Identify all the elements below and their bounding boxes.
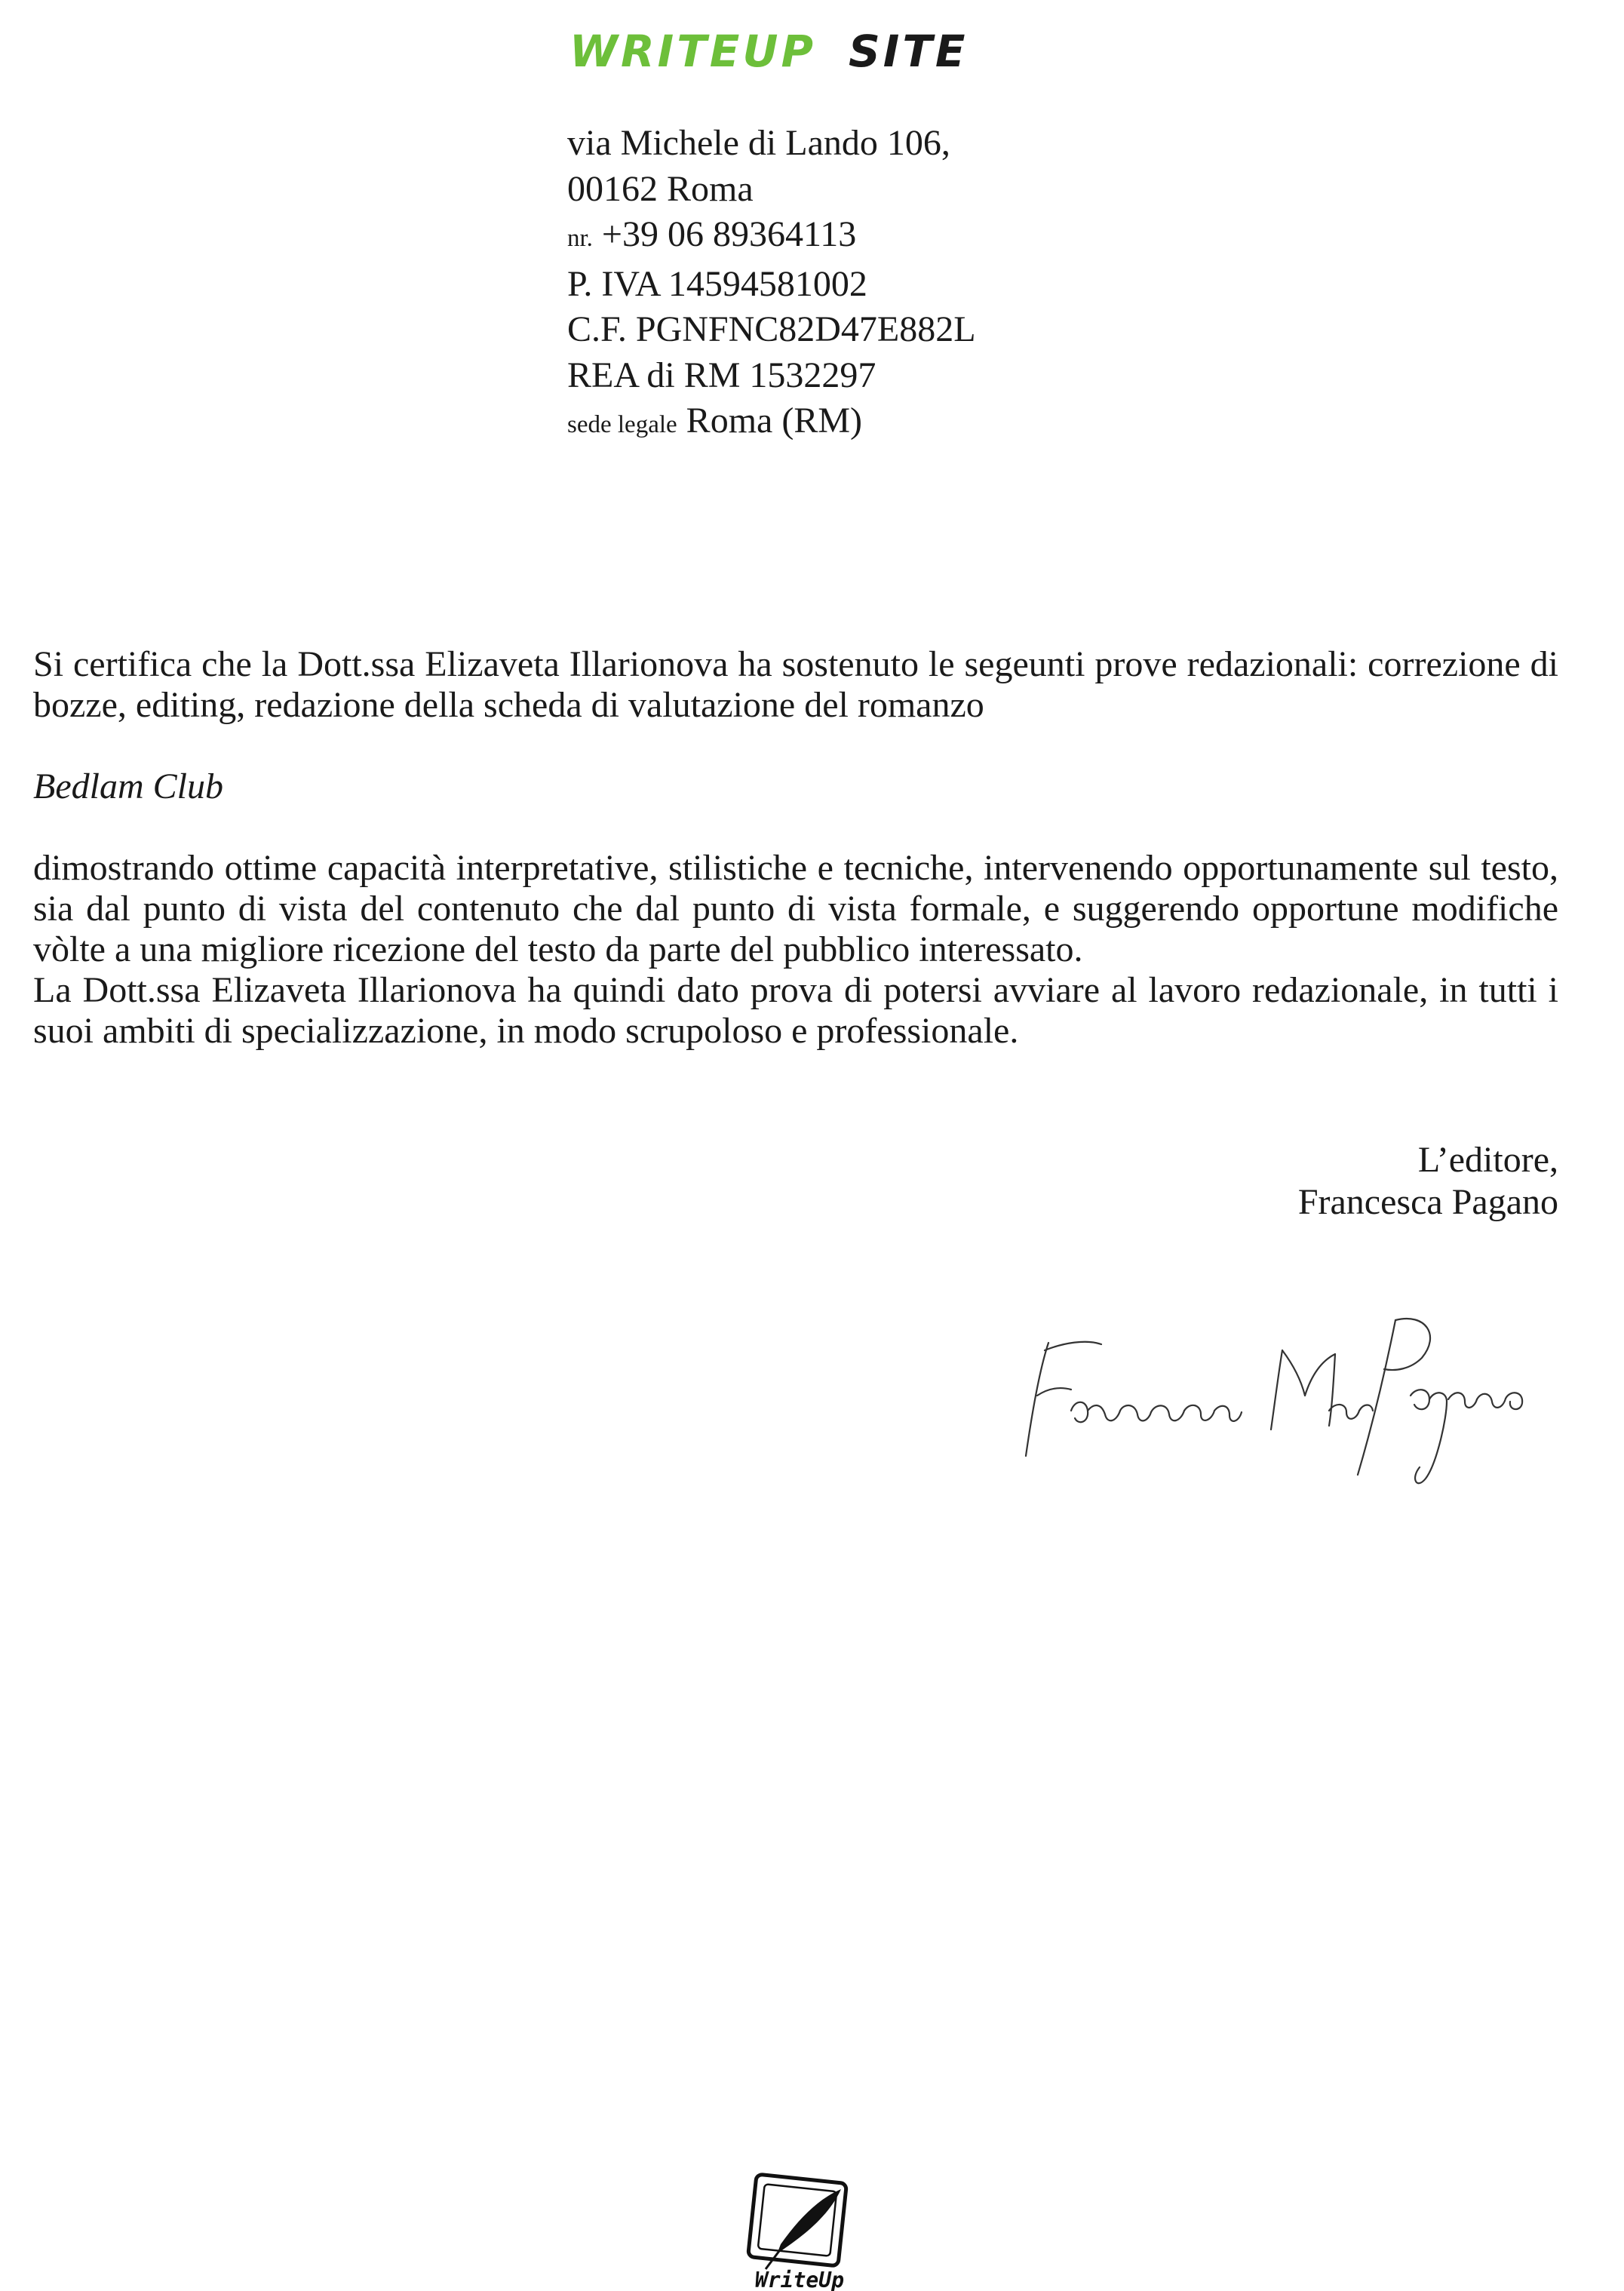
certificate-paragraph-3: La Dott.ssa Elizaveta Illarionova ha quindi dato prova di potersi avviare al lavoro redazionale, in tutti i suoi ambiti di specializzazione, in modo scrupoloso e professionale. — [33, 970, 1558, 1051]
quill-frame-icon — [748, 2174, 847, 2269]
address-vat: P. IVA 14594581002 — [567, 263, 867, 304]
address-seat-line — [567, 398, 976, 448]
seat-value: Roma (RM) — [686, 401, 862, 441]
seat-label: sede legale — [567, 411, 677, 438]
writeup-site-logo — [569, 24, 977, 77]
address-phone-line — [567, 212, 976, 262]
address-block — [567, 121, 976, 448]
logo-word-site: SITE — [849, 26, 969, 77]
closing-role: L’editore, — [1417, 1140, 1558, 1180]
book-title: Bedlam Club — [33, 766, 223, 806]
logo-word-writeup: WRITEUP — [569, 26, 817, 77]
certificate-paragraph-1: Si certifica che la Dott.ssa Elizaveta Illarionova ha sostenuto le segeunti prove redazionali: correzione di bozze, editing, redazione della scheda di valutazione del romanzo — [33, 644, 1558, 725]
phone-label: nr. — [567, 225, 593, 252]
certificate-paragraph-2: dimostrando ottime capacità interpretative, stilistiche e tecniche, intervenendo opportunamente sul testo, sia dal punto di vista del contenuto che dal punto di vista formale, e suggerendo opportune modifiche vòlte a una migliore ricezione del testo da parte del pubblico interessato. — [33, 848, 1558, 969]
address-rea: REA di RM 1532297 — [567, 355, 876, 395]
address-street: via Michele di Lando 106, — [567, 123, 950, 163]
footer-logo-text: WriteUp — [754, 2268, 845, 2291]
closing-block — [1298, 1139, 1558, 1224]
address-tax-code: C.F. PGNFNC82D47E882L — [567, 309, 976, 349]
phone-number: +39 06 89364113 — [601, 214, 857, 254]
writeup-footer-logo — [735, 2173, 864, 2291]
certificate-body — [33, 644, 1558, 1052]
address-city: 00162 Roma — [567, 168, 754, 209]
closing-name: Francesca Pagano — [1297, 1182, 1558, 1222]
handwritten-signature — [1003, 1298, 1546, 1501]
